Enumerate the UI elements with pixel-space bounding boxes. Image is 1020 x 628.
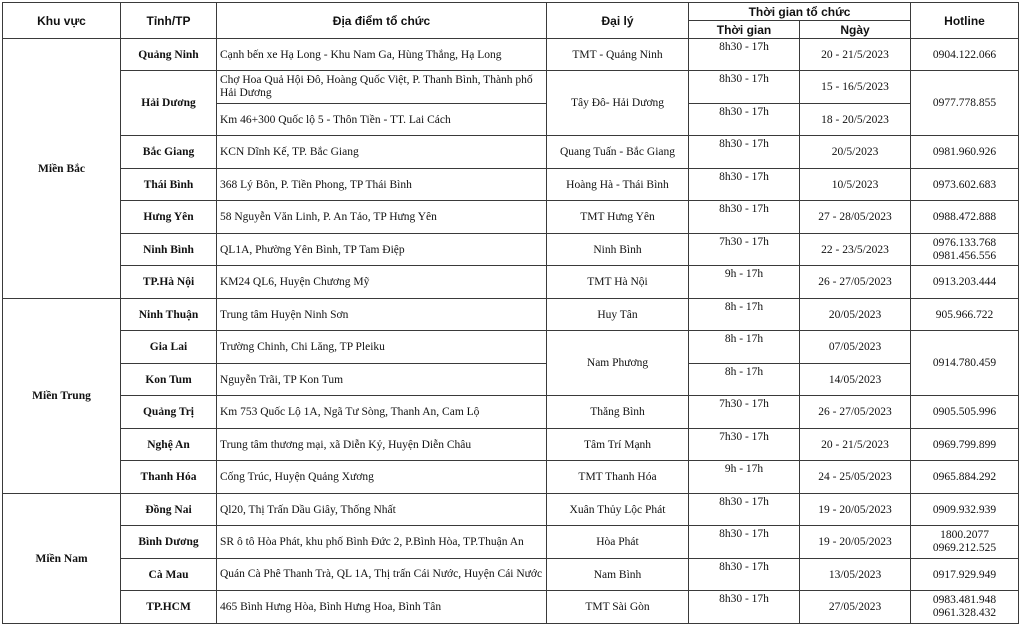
table-row (3, 201, 1019, 234)
table-row (3, 494, 1019, 526)
location-cell: Km 46+300 Quốc lộ 5 - Thôn Tiền - TT. Lai Cách (217, 104, 547, 136)
hotline-cell: 0909.932.939 (911, 494, 1019, 526)
date-cell: 10/5/2023 (800, 169, 911, 201)
header-time-group: Thời gian tổ chức (689, 3, 911, 21)
province-cell: Bắc Giang (121, 136, 217, 169)
hotline-number: 0983.481.948 (932, 594, 997, 606)
table-row (3, 526, 1019, 559)
province-cell: TP.Hà Nội (121, 266, 217, 299)
table-row (3, 591, 1019, 624)
time-cell: 8h30 - 17h (689, 104, 800, 136)
header-location: Địa điểm tổ chức (217, 3, 547, 39)
table-row (3, 39, 1019, 71)
hotline-cell: 0981.960.926 (911, 136, 1019, 169)
location-cell: Quán Cà Phê Thanh Trà, QL 1A, Thị trấn Cái Nước, Huyện Cái Nước (217, 559, 547, 591)
agent-cell: Tâm Trí Mạnh (547, 429, 689, 461)
hotline-cell: 0905.505.996 (911, 396, 1019, 429)
hotline-cell: 905.966.722 (911, 299, 1019, 331)
hotline-cell (911, 591, 1019, 624)
header-date: Ngày (800, 21, 911, 39)
header-row (3, 3, 1019, 21)
hotline-number: 0969.212.525 (932, 542, 997, 554)
hotline-cell: 0973.602.683 (911, 169, 1019, 201)
header-time: Thời gian (689, 21, 800, 39)
location-cell: 465 Bình Hưng Hòa, Bình Hưng Hoa, Bình Tân (217, 591, 547, 624)
time-cell: 9h - 17h (689, 461, 800, 494)
date-cell: 20 - 21/5/2023 (800, 39, 911, 71)
date-cell: 20/5/2023 (800, 136, 911, 169)
agent-cell: Huy Tân (547, 299, 689, 331)
location-cell: 58 Nguyễn Văn Linh, P. An Tảo, TP Hưng Yên (217, 201, 547, 234)
time-cell: 8h30 - 17h (689, 71, 800, 104)
date-cell: 13/05/2023 (800, 559, 911, 591)
hotline-number: 0976.133.768 (932, 236, 997, 249)
time-cell: 8h30 - 17h (689, 591, 800, 624)
province-cell: Hưng Yên (121, 201, 217, 234)
header-region: Khu vực (3, 3, 121, 39)
location-cell: KCN Dĩnh Kế, TP. Bắc Giang (217, 136, 547, 169)
hotline-cell (911, 526, 1019, 559)
agent-cell: Ninh Bình (547, 234, 689, 266)
date-cell: 27 - 28/05/2023 (800, 201, 911, 234)
location-cell: Trung tâm thương mại, xã Diễn Kỷ, Huyện Diễn Châu (217, 429, 547, 461)
hotline-cell: 0917.929.949 (911, 559, 1019, 591)
date-cell: 19 - 20/05/2023 (800, 526, 911, 559)
date-cell: 20/05/2023 (800, 299, 911, 331)
table-row (3, 71, 1019, 104)
province-cell: Ninh Thuận (121, 299, 217, 331)
time-cell: 8h - 17h (689, 331, 800, 364)
table-row (3, 396, 1019, 429)
time-cell: 8h30 - 17h (689, 169, 800, 201)
province-cell: Đồng Nai (121, 494, 217, 526)
header-province: Tỉnh/TP (121, 3, 217, 39)
header-hotline: Hotline (911, 3, 1019, 39)
event-schedule-table (2, 2, 1019, 624)
location-cell: Chợ Hoa Quả Hội Đô, Hoàng Quốc Việt, P. Thanh Bình, Thành phố Hải Dương (217, 71, 547, 104)
time-cell: 7h30 - 17h (689, 429, 800, 461)
hotline-cell: 0988.472.888 (911, 201, 1019, 234)
province-cell: Gia Lai (121, 331, 217, 364)
date-cell: 27/05/2023 (800, 591, 911, 624)
time-cell: 8h - 17h (689, 364, 800, 396)
location-cell: Nguyễn Trãi, TP Kon Tum (217, 364, 547, 396)
hotline-cell: 0969.799.899 (911, 429, 1019, 461)
location-cell: Cống Trúc, Huyện Quảng Xương (217, 461, 547, 494)
table-row (3, 299, 1019, 331)
date-cell: 15 - 16/5/2023 (800, 71, 911, 104)
hotline-cell: 0913.203.444 (911, 266, 1019, 299)
table-row (3, 169, 1019, 201)
region-cell: Miền Nam (3, 494, 121, 624)
agent-cell: Quang Tuấn - Bắc Giang (547, 136, 689, 169)
table-row (3, 559, 1019, 591)
agent-cell: Thăng Bình (547, 396, 689, 429)
province-cell: Kon Tum (121, 364, 217, 396)
location-cell: QL1A, Phường Yên Bình, TP Tam Điệp (217, 234, 547, 266)
agent-cell: Nam Bình (547, 559, 689, 591)
hotline-number: 0981.456.556 (932, 249, 997, 262)
table-row (3, 234, 1019, 266)
date-cell: 24 - 25/05/2023 (800, 461, 911, 494)
time-cell: 8h - 17h (689, 299, 800, 331)
date-cell: 18 - 20/5/2023 (800, 104, 911, 136)
province-cell: Bình Dương (121, 526, 217, 559)
time-cell: 8h30 - 17h (689, 136, 800, 169)
date-cell: 19 - 20/05/2023 (800, 494, 911, 526)
table-row (3, 364, 1019, 396)
date-cell: 07/05/2023 (800, 331, 911, 364)
time-cell: 8h30 - 17h (689, 526, 800, 559)
location-cell: SR ô tô Hòa Phát, khu phố Bình Đức 2, P.Bình Hòa, TP.Thuận An (217, 526, 547, 559)
date-cell: 26 - 27/05/2023 (800, 396, 911, 429)
location-cell: Ql20, Thị Trấn Dầu Giây, Thống Nhất (217, 494, 547, 526)
location-cell: KM24 QL6, Huyện Chương Mỹ (217, 266, 547, 299)
agent-cell: TMT - Quảng Ninh (547, 39, 689, 71)
agent-cell: TMT Sài Gòn (547, 591, 689, 624)
agent-cell: TMT Thanh Hóa (547, 461, 689, 494)
province-cell: Quảng Ninh (121, 39, 217, 71)
time-cell: 8h30 - 17h (689, 39, 800, 71)
table-row (3, 266, 1019, 299)
header-agent: Đại lý (547, 3, 689, 39)
time-cell: 8h30 - 17h (689, 201, 800, 234)
province-cell: Thanh Hóa (121, 461, 217, 494)
table-row (3, 331, 1019, 364)
hotline-cell: 0914.780.459 (911, 331, 1019, 396)
table-row (3, 429, 1019, 461)
hotline-number: 1800.2077 (940, 529, 989, 541)
date-cell: 14/05/2023 (800, 364, 911, 396)
time-cell: 8h30 - 17h (689, 559, 800, 591)
province-cell: Hải Dương (121, 71, 217, 136)
agent-cell: TMT Hà Nội (547, 266, 689, 299)
location-cell: Trường Chinh, Chi Lăng, TP Pleiku (217, 331, 547, 364)
location-cell: Trung tâm Huyện Ninh Sơn (217, 299, 547, 331)
agent-cell: TMT Hưng Yên (547, 201, 689, 234)
time-cell: 7h30 - 17h (689, 396, 800, 429)
date-cell: 26 - 27/05/2023 (800, 266, 911, 299)
region-cell: Miền Bắc (3, 39, 121, 299)
province-cell: Cà Mau (121, 559, 217, 591)
table-row (3, 461, 1019, 494)
hotline-cell: 0977.778.855 (911, 71, 1019, 136)
location-cell: Km 753 Quốc Lộ 1A, Ngã Tư Sòng, Thanh An, Cam Lộ (217, 396, 547, 429)
date-cell: 22 - 23/5/2023 (800, 234, 911, 266)
province-cell: Thái Bình (121, 169, 217, 201)
province-cell: TP.HCM (121, 591, 217, 624)
table-row (3, 136, 1019, 169)
region-cell: Miền Trung (3, 299, 121, 494)
province-cell: Quảng Trị (121, 396, 217, 429)
agent-cell: Xuân Thủy Lộc Phát (547, 494, 689, 526)
hotline-number: 0961.328.432 (932, 607, 997, 619)
agent-cell: Hoàng Hà - Thái Bình (547, 169, 689, 201)
province-cell: Ninh Bình (121, 234, 217, 266)
date-cell: 20 - 21/5/2023 (800, 429, 911, 461)
location-cell: Cạnh bến xe Hạ Long - Khu Nam Ga, Hùng Thắng, Hạ Long (217, 39, 547, 71)
location-cell: 368 Lý Bôn, P. Tiền Phong, TP Thái Bình (217, 169, 547, 201)
hotline-cell: 0904.122.066 (911, 39, 1019, 71)
hotline-cell (911, 234, 1019, 266)
province-cell: Nghệ An (121, 429, 217, 461)
time-cell: 9h - 17h (689, 266, 800, 299)
agent-cell: Nam Phương (547, 331, 689, 396)
time-cell: 8h30 - 17h (689, 494, 800, 526)
time-cell: 7h30 - 17h (689, 234, 800, 266)
hotline-cell: 0965.884.292 (911, 461, 1019, 494)
agent-cell: Tây Đô- Hải Dương (547, 71, 689, 136)
agent-cell: Hòa Phát (547, 526, 689, 559)
